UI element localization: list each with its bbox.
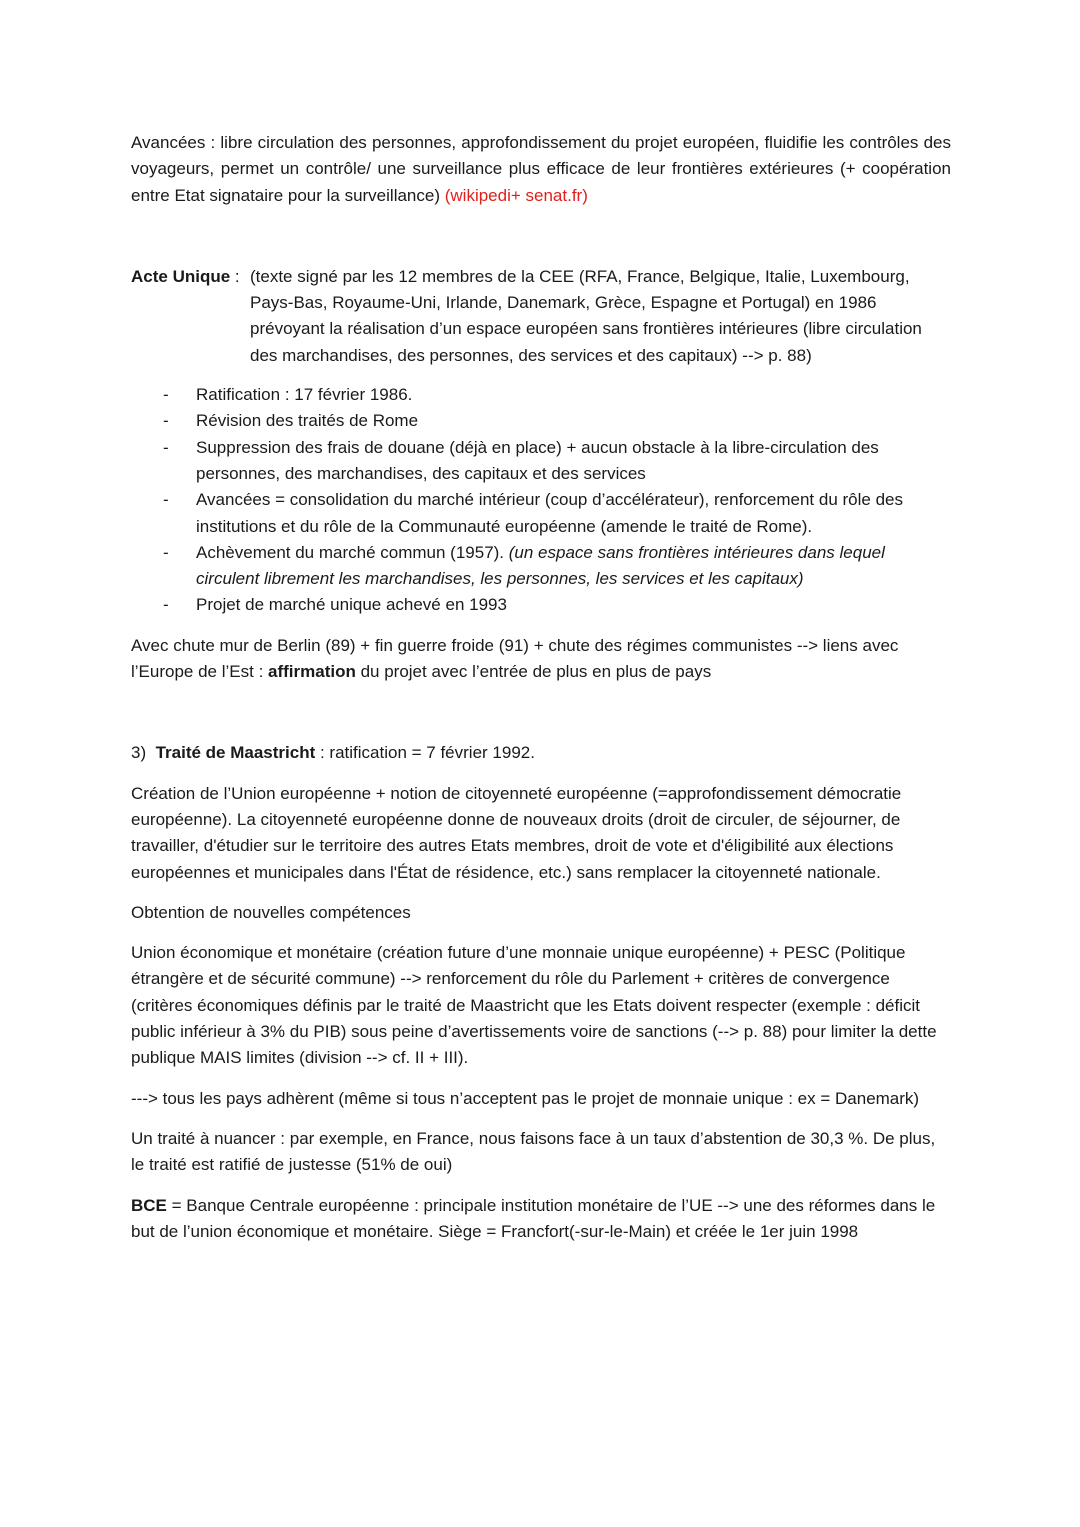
list-item (196, 382, 951, 408)
berlin-paragraph (131, 633, 951, 686)
berlin-text-after: du projet avec l’entrée de plus en plus de pays (355, 662, 712, 682)
berlin-text-before: Avec chute mur de Berlin (89) + fin guerre froide (91) + chute des régimes communistes --> liens avec l’Europe de l’Est : (131, 635, 899, 682)
list-item (196, 592, 951, 618)
acte-unique-separator: : (230, 266, 240, 286)
affirmation-term: affirmation (268, 662, 356, 682)
list-item-text: Suppression des frais de douane (déjà en place) + aucun obstacle à la libre-circulation des personnes, des marchandises, des capitaux et des services (196, 437, 879, 483)
list-item-text: Achèvement du marché commun (1957). (196, 542, 509, 562)
uem-paragraph: Union économique et monétaire (création future d’une monnaie unique européenne) + PESC (Politique étrangère et de sécurité commune) --> renforcement du rôle du Parlement + critères de convergence (critères économiques définis par le traité de Maastricht que les Etats doivent respecter (exemple : déficit public inférieur à 3% du PIB) sous peine d’avertissements voire de sanctions (--> p. 88) pour limiter la dette publique MAIS limites (division --> cf. II + III). (131, 943, 937, 1068)
list-item (196, 408, 951, 434)
list-item-text: Projet de marché unique achevé en 1993 (196, 595, 507, 615)
bce-paragraph (131, 1193, 951, 1246)
list-item-text: Ratification : 17 février 1986. (196, 385, 413, 405)
schengen-advances-paragraph (131, 130, 951, 209)
section-number: 3) (131, 743, 147, 763)
acte-unique-body: (texte signé par les 12 membres de la CEE (RFA, France, Belgique, Italie, Luxembourg, Pays-Bas, Royaume-Uni, Irlande, Danemark, Grèce, Espagne et Portugal) en 1986 prévoyant la réalisation d’un espace européen sans frontières intérieures (libre circulation des marchandises, des personnes, des services et des capitaux) --> p. 88) (250, 266, 922, 365)
list-item-text: Avancées = consolidation du marché intérieur (coup d’accélérateur), renforcement du rôle des institutions et du rôle de la Communauté européenne (amende le traité de Rome). (196, 490, 903, 536)
list-item-text: Révision des traités de Rome (196, 411, 419, 431)
list-item (196, 487, 951, 540)
bce-definition: = Banque Centrale européenne : principale institution monétaire de l’UE --> une des réformes dans le but de l’union économique et monétaire. Siège = Francfort(-sur-le-Main) et créée le 1er juin 1998 (131, 1195, 936, 1241)
new-competences-paragraph: Obtention de nouvelles compétences (131, 902, 411, 922)
acte-unique-list (131, 382, 951, 619)
list-item-italic-note: (un espace sans frontières intérieures dans lequel circulent librement les marchandises, les personnes, les services et les capitaux) (196, 542, 885, 589)
acte-unique-definition (131, 264, 951, 369)
acte-unique-term: Acte Unique (131, 266, 231, 286)
ue-creation-paragraph: Création de l’Union européenne + notion de citoyenneté européenne (=approfondissement démocratie européenne). La citoyenneté européenne donne de nouveaux droits (droit de circuler, de séjourner, de travailler, d'étudier sur le territoire des autres Etats membres, droit de vote et d'éligibilité aux élections européennes et municipales dans l'État de résidence, etc.) sans remplacer la citoyenneté nationale. (131, 783, 902, 882)
acte-unique-label (131, 264, 240, 290)
section-title: Traité de Maastricht (155, 743, 316, 763)
section-heading-maastricht (131, 740, 951, 766)
document-page (131, 130, 951, 1245)
nuance-paragraph: Un traité à nuancer : par exemple, en France, nous faisons face à un taux d’abstention de 30,3 %. De plus, le traité est ratifié de justesse (51% de oui) (131, 1128, 936, 1175)
section-title-rest: : ratification = 7 février 1992. (315, 743, 535, 763)
source-reference: (wikipedi+ senat.fr) (444, 185, 588, 205)
schengen-advances-text: Avancées : libre circulation des personnes, approfondissement du projet européen, fluidifie les contrôles des voyageurs, permet un contrôle/ une surveillance plus efficace de leur frontières extérieures (+ coopération entre Etat signataire pour la surveillance) (131, 133, 951, 205)
list-item (196, 435, 951, 488)
list-item (196, 540, 951, 593)
bce-term: BCE (131, 1195, 167, 1215)
adhesion-paragraph: ---> tous les pays adhèrent (même si tous n’acceptent pas le projet de monnaie unique : ex = Danemark) (131, 1088, 920, 1108)
